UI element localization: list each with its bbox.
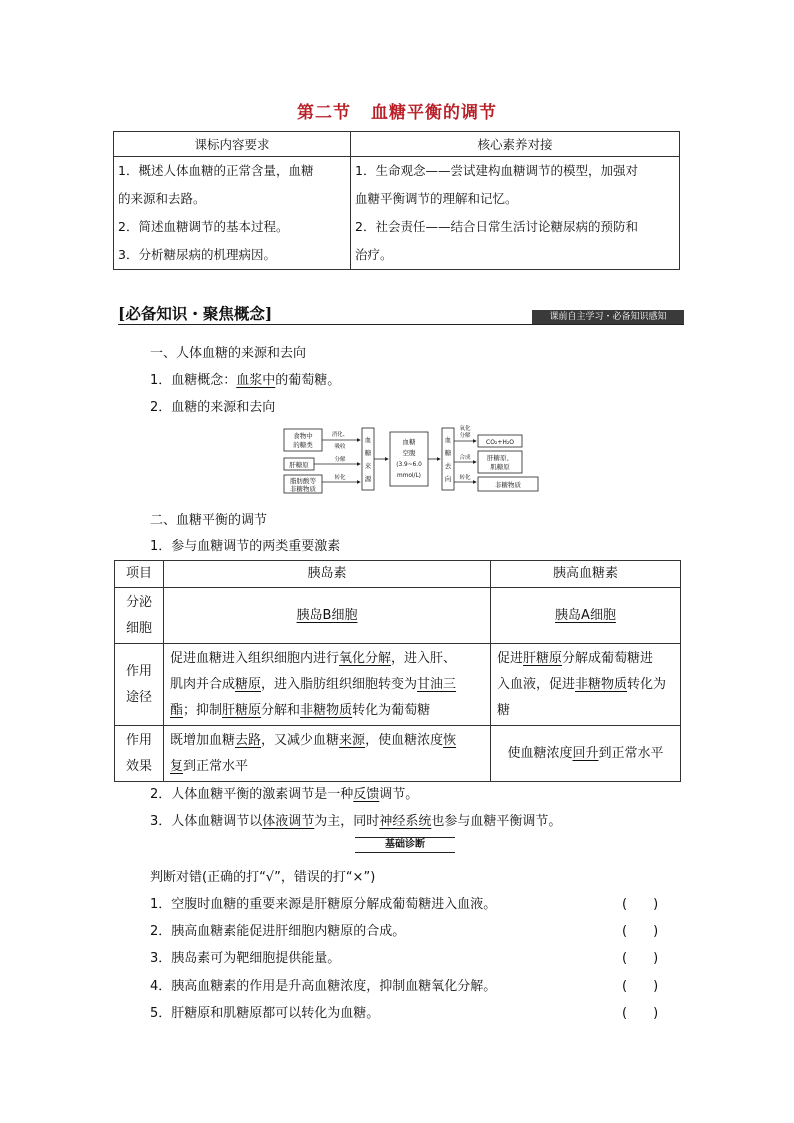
sink-bracket-char-4: 向 xyxy=(444,475,452,483)
standards-right-cell: 1．生命观念——尝试建构血糖调节的模型，加强对 血糖平衡调节的理解和记忆。 2．社会责任——结合日常生活讨论糖尿病的预防和 治疗。 xyxy=(351,157,680,270)
hormone-header-insulin: 胰岛素 xyxy=(164,561,491,588)
standards-header-right: 核心素养对接 xyxy=(351,132,680,157)
arrow-convert-in-label: 转化 xyxy=(334,475,346,481)
diagnosis-item-3: 3．胰岛素可为靶细胞提供能量。 xyxy=(150,951,341,966)
source-bracket-char-2: 糖 xyxy=(364,449,372,457)
section-topic: 血糖平衡的调节 xyxy=(371,103,497,123)
section-divider xyxy=(118,324,684,325)
source-liver-label: 肝糖原 xyxy=(289,461,309,469)
standards-header-left: 课标内容要求 xyxy=(114,132,351,157)
standards-left-cell: 1．概述人体血糖的正常含量，血糖 的来源和去路。 2．简述血糖调节的基本过程。 3．分析糖尿病的机理病因。 xyxy=(114,157,351,270)
part1-heading: 一、人体血糖的来源和去向 xyxy=(150,346,307,361)
sink-bracket-char-1: 血 xyxy=(444,436,452,444)
source-bracket-char-1: 血 xyxy=(364,436,372,444)
row-secrete-label: 分泌 细胞 xyxy=(115,588,164,644)
row-path-label: 作用 途径 xyxy=(115,644,164,726)
answer-blank-4[interactable]: ( ) xyxy=(622,979,659,994)
blood-sugar-diagram xyxy=(282,424,544,494)
arrow-convert-out-label: 转化 xyxy=(459,475,471,481)
standards-table xyxy=(113,131,680,270)
section-tag: 课前自主学习・必备知识感知 xyxy=(532,310,684,324)
part1-item2: 2．血糖的来源和去向 xyxy=(150,400,276,415)
source-food-label-1: 食物中 xyxy=(293,432,313,440)
diagnosis-item-5: 5．肝糖原和肌糖原都可以转化为血糖。 xyxy=(150,1006,380,1021)
answer-blank-1[interactable]: ( ) xyxy=(622,897,659,912)
arrow-oxidize-label-1: 氧化 xyxy=(459,426,471,432)
row-path-insulin: 促进血糖进入组织细胞内进行氧化分解，进入肝、 肌肉并合成糖原，进入脂肪组织细胞转变为甘油三 酯；抑制肝糖原分解和非糖物质转化为葡萄糖 xyxy=(164,644,491,726)
page-title xyxy=(0,98,794,123)
note-2: 2．人体血糖平衡的激素调节是一种反馈调节。 xyxy=(150,787,419,802)
arrow-synth-label: 合成 xyxy=(459,455,471,461)
diagnosis-instruction: 判断对错(正确的打“√”，错误的打“×”) xyxy=(150,870,376,885)
sink-bracket-char-2: 糖 xyxy=(444,449,452,457)
diagnosis-item-2: 2．胰高血糖素能促进肝细胞内糖原的合成。 xyxy=(150,924,406,939)
section-heading: [必备知识・聚焦概念] xyxy=(118,304,273,323)
row-secrete-glucagon: 胰岛A细胞 xyxy=(491,588,681,644)
arrow-digest-label-2: 吸收 xyxy=(334,444,346,450)
part1-item1: 1．血糖概念：血浆中的葡萄糖。 xyxy=(150,373,341,388)
hormone-table xyxy=(114,560,681,782)
source-bracket-char-3: 来 xyxy=(364,462,372,470)
arrow-oxidize-label-2: 分解 xyxy=(459,433,471,439)
row-effect-insulin: 既增加血糖去路，又减少血糖来源，使血糖浓度恢 复到正常水平 xyxy=(164,726,491,782)
arrow-decompose-label: 分解 xyxy=(334,457,346,463)
source-fat-label-2: 非糖物质 xyxy=(290,485,316,493)
sink-co2-label: CO₂+H₂O xyxy=(486,439,514,446)
sink-nonsugar-label: 非糖物质 xyxy=(495,481,521,489)
answer-blank-2[interactable]: ( ) xyxy=(622,924,659,939)
source-bracket-char-4: 源 xyxy=(364,475,372,483)
source-fat-label-1: 脂肪酸等 xyxy=(290,477,316,485)
center-label-1: 血糖 xyxy=(402,438,416,446)
diagnosis-item-4: 4．胰高血糖素的作用是升高血糖浓度，抑制血糖氧化分解。 xyxy=(150,979,497,994)
hormone-header-item: 项目 xyxy=(115,561,164,588)
row-path-glucagon: 促进肝糖原分解成葡萄糖进 入血液，促进非糖物质转化为 糖 xyxy=(491,644,681,726)
sink-bracket-char-3: 去 xyxy=(444,462,452,470)
center-label-2: 空腹 xyxy=(402,449,416,457)
answer-blank-5[interactable]: ( ) xyxy=(622,1006,659,1021)
part2-item1: 1．参与血糖调节的两类重要激素 xyxy=(150,539,341,554)
diagnosis-item-1: 1．空腹时血糖的重要来源是肝糖原分解成葡萄糖进入血液。 xyxy=(150,897,497,912)
part2-heading: 二、血糖平衡的调节 xyxy=(150,513,268,528)
row-secrete-insulin: 胰岛B细胞 xyxy=(164,588,491,644)
source-food-label-2: 的糖类 xyxy=(293,441,313,449)
section-number: 第二节 xyxy=(297,103,351,123)
center-label-3: (3.9~6.0 xyxy=(396,462,422,468)
row-effect-label: 作用 效果 xyxy=(115,726,164,782)
center-label-4: mmol/L) xyxy=(397,473,421,479)
hormone-header-glucagon: 胰高血糖素 xyxy=(491,561,681,588)
note-3: 3．人体血糖调节以体液调节为主，同时神经系统也参与血糖平衡调节。 xyxy=(150,814,562,829)
answer-blank-3[interactable]: ( ) xyxy=(622,951,659,966)
row-effect-glucagon: 使血糖浓度回升到正常水平 xyxy=(491,726,681,782)
diagnosis-badge: 基础诊断 xyxy=(355,838,455,852)
sink-glycogen-label-2: 肌糖原 xyxy=(490,463,510,471)
arrow-digest-label-1: 消化、 xyxy=(331,432,349,438)
sink-glycogen-label-1: 肝糖原、 xyxy=(487,454,513,462)
